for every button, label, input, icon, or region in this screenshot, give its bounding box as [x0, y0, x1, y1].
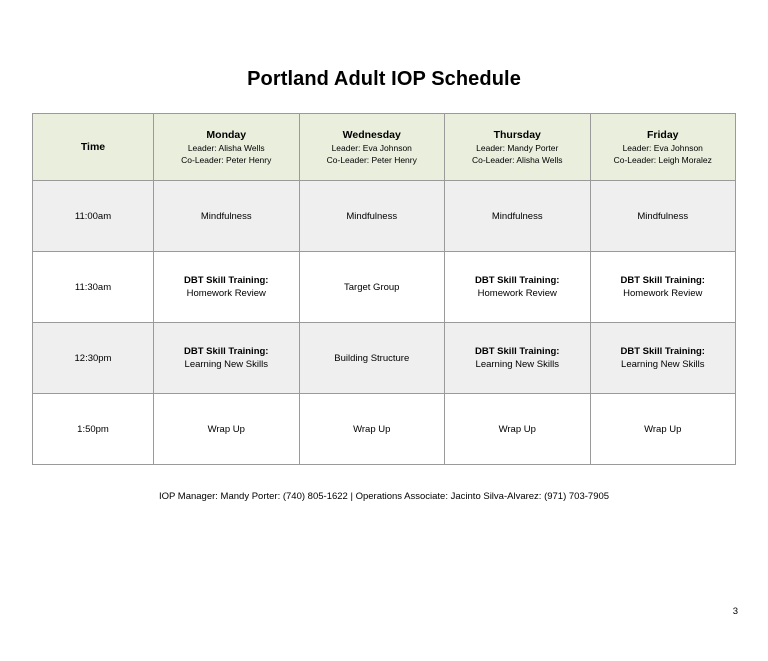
table-row — [33, 181, 736, 252]
day-coleader: Co-Leader: Peter Henry — [181, 155, 272, 165]
column-header-monday — [154, 114, 300, 181]
day-coleader: Co-Leader: Leigh Moralez — [613, 155, 712, 165]
contact-footer: IOP Manager: Mandy Porter: (740) 805-1622 | Operations Associate: Jacinto Silva-Alvarez: (971) 703-7905 — [158, 491, 610, 502]
session-title: Mindfulness — [491, 210, 543, 222]
page-title: Portland Adult IOP Schedule — [247, 68, 521, 90]
session-cell — [445, 394, 591, 465]
session-subtitle: Homework Review — [186, 288, 266, 299]
session-title: DBT Skill Training: — [184, 275, 269, 286]
session-title: Mindfulness — [346, 210, 398, 222]
day-leader: Leader: Eva Johnson — [622, 143, 703, 153]
day-leader: Leader: Alisha Wells — [187, 143, 265, 153]
row-time: 11:00am — [33, 181, 154, 252]
table-row — [33, 394, 736, 465]
session-subtitle: Homework Review — [477, 288, 557, 299]
session-cell — [154, 252, 300, 323]
session-title: Target Group — [344, 281, 400, 293]
table-header-row — [33, 114, 736, 181]
session-cell — [590, 181, 736, 252]
session-cell — [445, 323, 591, 394]
session-subtitle: Learning New Skills — [184, 359, 268, 370]
session-cell — [445, 252, 591, 323]
table-row — [33, 252, 736, 323]
day-name: Thursday — [493, 129, 541, 141]
day-leader: Leader: Mandy Porter — [476, 143, 559, 153]
session-subtitle: Learning New Skills — [475, 359, 559, 370]
session-title: DBT Skill Training: — [620, 346, 705, 357]
day-name: Friday — [646, 129, 679, 141]
column-header-friday — [590, 114, 736, 181]
session-cell — [299, 252, 445, 323]
session-cell — [154, 394, 300, 465]
session-subtitle: Learning New Skills — [621, 359, 705, 370]
session-title: DBT Skill Training: — [475, 275, 560, 286]
session-title: Wrap Up — [353, 423, 391, 435]
session-subtitle: Homework Review — [623, 288, 703, 299]
session-title: Wrap Up — [644, 423, 682, 435]
session-title: Mindfulness — [200, 210, 252, 222]
session-cell — [445, 181, 591, 252]
session-cell — [299, 181, 445, 252]
column-header-thursday — [445, 114, 591, 181]
session-cell — [590, 323, 736, 394]
day-name: Wednesday — [342, 129, 401, 141]
schedule-table — [32, 113, 736, 465]
session-title: Building Structure — [334, 352, 410, 364]
session-cell — [299, 323, 445, 394]
session-cell — [590, 394, 736, 465]
row-time: 12:30pm — [33, 323, 154, 394]
session-title: Wrap Up — [207, 423, 245, 435]
table-row — [33, 323, 736, 394]
session-title: Mindfulness — [637, 210, 689, 222]
page-number: 3 — [732, 606, 738, 617]
day-coleader: Co-Leader: Peter Henry — [326, 155, 417, 165]
session-title: Wrap Up — [498, 423, 536, 435]
column-header-time: Time — [33, 114, 154, 181]
row-time: 11:30am — [33, 252, 154, 323]
session-title: DBT Skill Training: — [475, 346, 560, 357]
day-coleader: Co-Leader: Alisha Wells — [471, 155, 563, 165]
session-cell — [590, 252, 736, 323]
day-name: Monday — [206, 129, 247, 141]
day-leader: Leader: Eva Johnson — [331, 143, 412, 153]
session-cell — [299, 394, 445, 465]
schedule-table-wrapper — [32, 113, 736, 465]
column-header-wednesday — [299, 114, 445, 181]
session-title: DBT Skill Training: — [184, 346, 269, 357]
row-time: 1:50pm — [33, 394, 154, 465]
session-title: DBT Skill Training: — [620, 275, 705, 286]
session-cell — [154, 181, 300, 252]
document-page — [0, 68, 768, 661]
session-cell — [154, 323, 300, 394]
